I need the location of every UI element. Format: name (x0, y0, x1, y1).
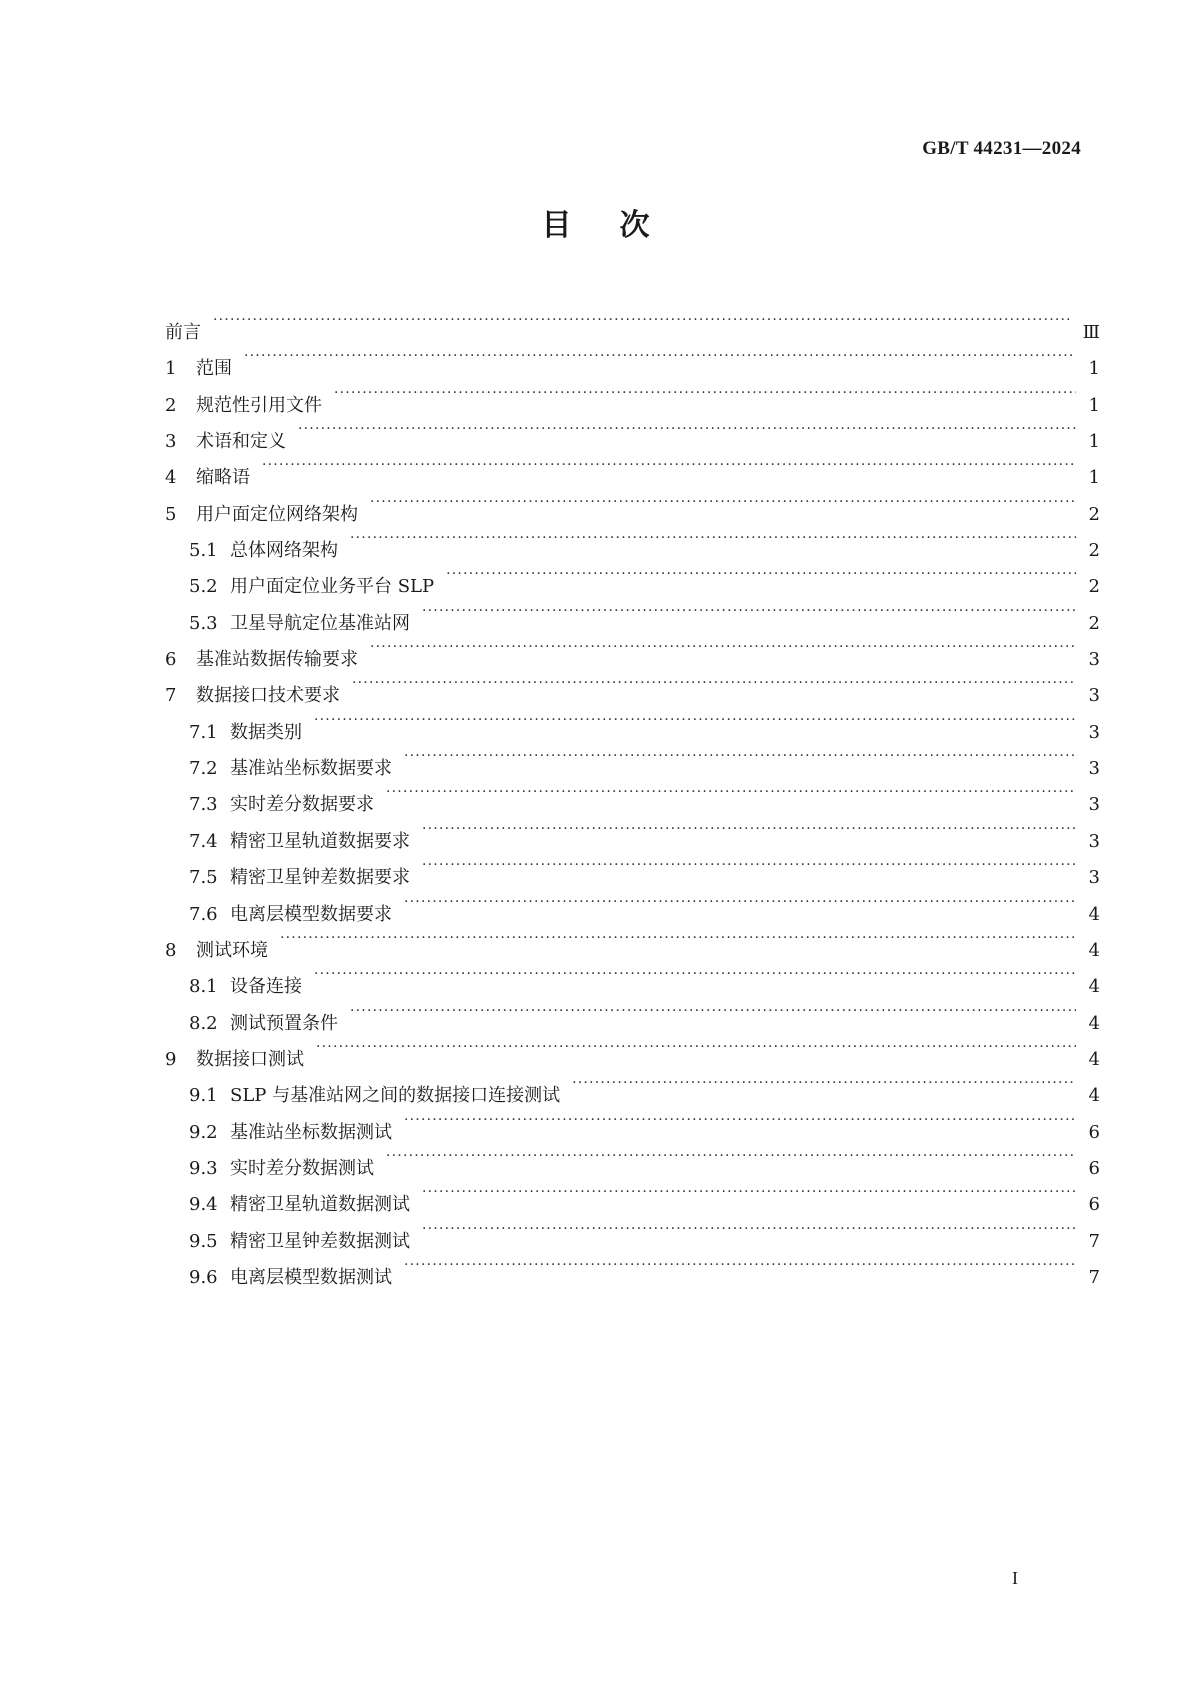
toc-entry-page: 6 (1088, 1121, 1100, 1143)
toc-entry-number: 5.3 (189, 612, 218, 634)
toc-entry-title: 卫星导航定位基准站网 (230, 612, 410, 634)
toc-entry-page: 4 (1088, 976, 1100, 998)
toc-entry[interactable] (165, 484, 1100, 525)
toc-entry-number: 9.5 (189, 1230, 218, 1252)
toc-entry-page: 4 (1088, 903, 1100, 925)
toc-dot-leader (350, 520, 1076, 556)
toc-entry-number: 7.3 (189, 794, 218, 816)
toc-entry-number: 9.4 (189, 1194, 218, 1216)
toc-entry-page: 4 (1088, 939, 1100, 961)
toc-entry-page: 7 (1088, 1230, 1100, 1252)
toc-entry-number: 3 (165, 431, 177, 453)
toc-entry-title: 规范性引用文件 (196, 394, 322, 416)
toc-entry-page: 1 (1088, 358, 1100, 380)
toc-dot-leader (213, 302, 1073, 338)
toc-entry-number: 9.6 (189, 1266, 218, 1288)
toc-entry-page: 1 (1088, 394, 1100, 416)
toc-entry-page: 3 (1088, 685, 1100, 707)
toc-entry-page: 3 (1088, 758, 1100, 780)
toc-entry-page: 4 (1088, 1048, 1100, 1070)
toc-dot-leader (352, 665, 1076, 701)
toc-dot-leader (298, 411, 1076, 447)
toc-entry-title: 总体网络架构 (230, 540, 338, 562)
toc-dot-leader (350, 993, 1076, 1029)
page-title: 目次 (541, 208, 698, 243)
toc-dot-leader (262, 447, 1076, 483)
toc-dot-leader (386, 1138, 1076, 1174)
toc-entry-number: 2 (165, 394, 177, 416)
toc-entry-title: 精密卫星轨道数据测试 (230, 1194, 410, 1216)
toc-entry-page: 6 (1088, 1194, 1100, 1216)
toc-entry-number: 9 (165, 1048, 177, 1070)
toc-entry-number: 5.2 (189, 576, 218, 598)
page-number: I (1012, 1568, 1018, 1588)
toc-entry-page: 3 (1088, 649, 1100, 671)
toc-dot-leader (422, 847, 1076, 883)
toc-entry[interactable] (165, 375, 1100, 416)
toc-entry-number: 1 (165, 358, 177, 380)
toc-entry-page: 2 (1088, 503, 1100, 525)
toc-entry-page: 3 (1088, 830, 1100, 852)
toc-dot-leader (334, 375, 1076, 411)
toc-entry-page: 7 (1088, 1266, 1100, 1288)
toc-entry-number: 8.2 (189, 1012, 218, 1034)
toc-dot-leader (404, 1247, 1076, 1283)
toc-entry-number: 6 (165, 649, 177, 671)
toc-entry-number: 7.6 (189, 903, 218, 925)
toc-entry-number: 9.2 (189, 1121, 218, 1143)
table-of-contents (165, 302, 1100, 1288)
toc-entry-page: 2 (1088, 576, 1100, 598)
toc-entry-title: 精密卫星钟差数据测试 (230, 1230, 410, 1252)
toc-entry-title: 范围 (196, 358, 232, 380)
toc-entry-title: 用户面定位网络架构 (196, 503, 358, 525)
toc-dot-leader (280, 920, 1076, 956)
toc-dot-leader (386, 774, 1076, 810)
toc-entry-number: 7.5 (189, 867, 218, 889)
toc-dot-leader (422, 1174, 1076, 1210)
toc-entry-page: 4 (1088, 1085, 1100, 1107)
toc-dot-leader (244, 338, 1076, 374)
toc-entry-number: 4 (165, 467, 177, 489)
toc-dot-leader (572, 1065, 1076, 1101)
toc-entry-number: 8 (165, 939, 177, 961)
toc-dot-leader (422, 593, 1076, 629)
toc-dot-leader (370, 629, 1076, 665)
toc-entry-title: 数据类别 (230, 721, 302, 743)
toc-entry[interactable] (165, 956, 1100, 998)
toc-entry-page: 3 (1088, 867, 1100, 889)
toc-entry[interactable] (165, 920, 1100, 961)
standard-number: GB/T 44231—2024 (922, 138, 1081, 159)
toc-entry-title: 基准站坐标数据测试 (230, 1121, 392, 1143)
toc-entry-page: 6 (1088, 1157, 1100, 1179)
toc-entry-title: SLP 与基准站网之间的数据接口连接测试 (230, 1085, 561, 1107)
toc-entry-number: 5 (165, 503, 177, 525)
toc-dot-leader (370, 484, 1076, 520)
toc-entry[interactable] (165, 447, 1100, 489)
toc-entry-number: 7.2 (189, 758, 218, 780)
toc-dot-leader (404, 738, 1076, 774)
toc-entry[interactable] (165, 302, 1100, 343)
toc-entry-number: 9.3 (189, 1157, 218, 1179)
toc-dot-leader (404, 884, 1076, 920)
toc-entry-title: 电离层模型数据要求 (230, 903, 392, 925)
toc-entry-title: 术语和定义 (196, 431, 286, 453)
toc-dot-leader (314, 702, 1076, 738)
toc-entry-page: 3 (1088, 721, 1100, 743)
toc-entry-page: 1 (1088, 431, 1100, 453)
toc-entry-page: Ⅲ (1082, 322, 1100, 343)
toc-entry-title: 缩略语 (196, 467, 250, 489)
toc-entry-title: 前言 (165, 322, 201, 343)
toc-entry-number: 7.1 (189, 721, 218, 743)
toc-dot-leader (422, 1211, 1076, 1247)
toc-entry-number: 5.1 (189, 540, 218, 562)
toc-entry-page: 2 (1088, 540, 1100, 562)
toc-entry-title: 用户面定位业务平台 SLP (230, 576, 435, 598)
toc-dot-leader (316, 1029, 1076, 1065)
toc-entry-title: 测试预置条件 (230, 1012, 338, 1034)
toc-entry-title: 实时差分数据测试 (230, 1157, 374, 1179)
toc-dot-leader (422, 811, 1076, 847)
toc-entry[interactable] (165, 338, 1100, 380)
toc-entry-title: 数据接口技术要求 (196, 685, 340, 707)
toc-entry[interactable] (165, 411, 1100, 453)
toc-entry-title: 电离层模型数据测试 (230, 1266, 392, 1288)
toc-entry-number: 9.1 (189, 1085, 218, 1107)
toc-entry-page: 2 (1088, 612, 1100, 634)
toc-dot-leader (404, 1102, 1076, 1138)
toc-entry-title: 设备连接 (230, 976, 302, 998)
toc-entry-page: 3 (1088, 794, 1100, 816)
toc-entry-title: 精密卫星钟差数据要求 (230, 867, 410, 889)
toc-dot-leader (446, 556, 1076, 592)
toc-entry-number: 8.1 (189, 976, 218, 998)
toc-entry-title: 基准站数据传输要求 (196, 649, 358, 671)
toc-entry-page: 1 (1088, 467, 1100, 489)
toc-entry-number: 7.4 (189, 830, 218, 852)
toc-entry-title: 精密卫星轨道数据要求 (230, 830, 410, 852)
toc-entry-title: 数据接口测试 (196, 1048, 304, 1070)
toc-entry-title: 测试环境 (196, 939, 268, 961)
toc-entry-title: 基准站坐标数据要求 (230, 758, 392, 780)
toc-entry-title: 实时差分数据要求 (230, 794, 374, 816)
toc-dot-leader (314, 956, 1076, 992)
toc-entry-number: 7 (165, 685, 177, 707)
toc-entry-page: 4 (1088, 1012, 1100, 1034)
